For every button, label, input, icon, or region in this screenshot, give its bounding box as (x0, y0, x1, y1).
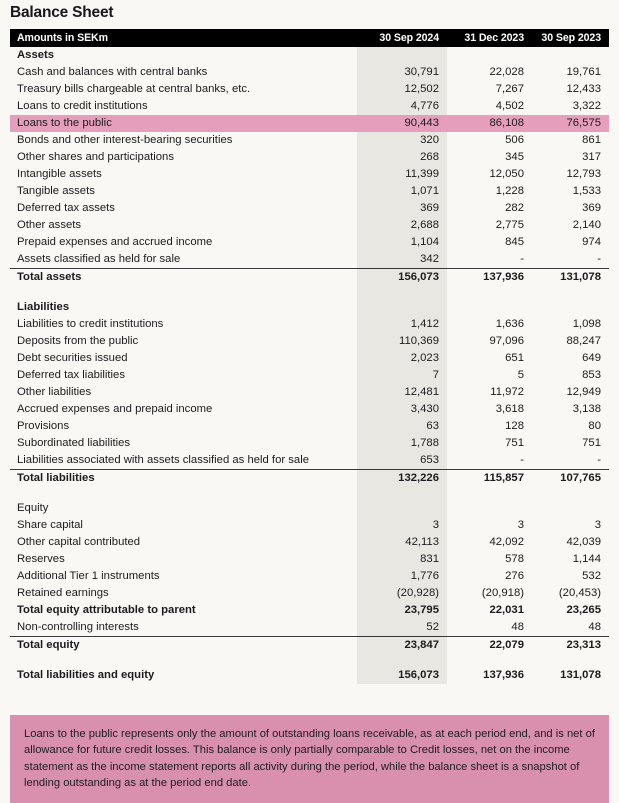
row-label: Share capital (17, 519, 83, 531)
row-label: Non-controlling interests (17, 621, 139, 633)
row-value-3: 80 (588, 420, 601, 432)
row-value-3: 369 (582, 202, 601, 214)
row-value-1: 132,226 (357, 470, 447, 488)
table-section-row (10, 47, 609, 64)
row-value-2: 22,079 (447, 637, 532, 655)
row-value-2: 651 (505, 352, 524, 364)
row-label: Other liabilities (17, 386, 92, 398)
row-value-1: 156,073 (357, 269, 447, 287)
table-row (10, 568, 609, 585)
table-row (10, 452, 609, 470)
row-value-2: 48 (511, 621, 524, 633)
row-value-2: 42,092 (489, 536, 524, 548)
row-value-2 (447, 47, 532, 64)
row-label: Tangible assets (17, 185, 95, 197)
row-value-2: 137,936 (483, 669, 524, 681)
table-row (10, 316, 609, 333)
row-value-3: 107,765 (532, 470, 609, 488)
row-label: Other assets (17, 219, 82, 231)
table-row (10, 418, 609, 435)
table-total-row (10, 667, 609, 684)
row-value-3: 131,078 (532, 269, 609, 287)
row-value-2: 7,267 (495, 83, 524, 95)
row-value-3: 317 (582, 151, 601, 163)
row-value-2: 1,636 (495, 318, 524, 330)
table-row (10, 251, 609, 269)
table-row (10, 367, 609, 384)
row-value-2: 97,096 (489, 335, 524, 347)
row-label: Other capital contributed (17, 536, 141, 548)
row-value-1: 1,412 (357, 316, 447, 333)
row-value-1: 4,776 (357, 98, 447, 115)
row-value-3: 42,039 (566, 536, 601, 548)
row-value-3: 853 (582, 369, 601, 381)
table-section-row (10, 299, 609, 316)
table-row (10, 200, 609, 217)
row-value-1: 156,073 (357, 667, 447, 684)
row-value-3: 12,793 (566, 168, 601, 180)
row-value-1: 12,502 (357, 81, 447, 98)
column-header-period-2: 31 Dec 2023 (447, 29, 532, 47)
row-value-1 (357, 299, 447, 316)
row-value-3 (532, 500, 609, 517)
column-header-period-3: 30 Sep 2023 (532, 29, 609, 47)
row-label: Assets (17, 49, 55, 61)
table-row (10, 132, 609, 149)
row-label: Retained earnings (17, 587, 109, 599)
table-row (10, 115, 609, 132)
row-value-1: 1,104 (357, 234, 447, 251)
row-label: Loans to the public (10, 115, 357, 132)
row-label: Reserves (17, 553, 65, 565)
table-row (10, 183, 609, 200)
row-label: Equity (17, 502, 49, 514)
table-row (10, 149, 609, 166)
table-total-row (10, 470, 609, 488)
table-total-row (10, 637, 609, 655)
row-value-3: (20,453) (558, 587, 601, 599)
row-value-3 (532, 286, 609, 299)
row-value-2: - (520, 454, 524, 466)
table-row (10, 64, 609, 81)
row-value-1: 23,847 (357, 637, 447, 655)
row-value-2 (447, 654, 532, 667)
row-label (10, 487, 357, 500)
row-label: Treasury bills chargeable at central banks, etc. (17, 83, 251, 95)
row-value-3 (532, 299, 609, 316)
row-value-2 (447, 500, 532, 517)
row-label: Total assets (10, 269, 357, 287)
row-label: Deposits from the public (17, 335, 139, 347)
row-value-2: 578 (505, 553, 524, 565)
row-value-3: 19,761 (566, 66, 601, 78)
row-label: Liabilities to credit institutions (17, 318, 164, 330)
table-row (10, 98, 609, 115)
row-value-1: 90,443 (357, 115, 447, 132)
row-value-1: 42,113 (357, 534, 447, 551)
row-value-1: 23,795 (357, 602, 447, 619)
footnote-box (10, 715, 609, 803)
row-value-1: 2,023 (357, 350, 447, 367)
row-value-3: 974 (582, 236, 601, 248)
table-spacer-row (10, 654, 609, 667)
row-value-2: 2,775 (495, 219, 524, 231)
row-value-2: 3 (517, 519, 524, 531)
row-value-2: 282 (505, 202, 524, 214)
row-value-2 (447, 286, 532, 299)
row-value-1: 110,369 (357, 333, 447, 350)
row-value-2: (20,918) (481, 587, 524, 599)
row-value-3: - (597, 253, 601, 265)
table-row (10, 401, 609, 418)
row-value-3 (532, 654, 609, 667)
row-label: Liabilities associated with assets classified as held for sale (17, 454, 309, 466)
row-label: Bonds and other interest-bearing securities (17, 134, 233, 146)
row-label (10, 286, 357, 299)
row-value-2: 137,936 (447, 269, 532, 287)
row-label: Liabilities (17, 301, 70, 313)
row-value-1: 1,788 (357, 435, 447, 452)
row-value-2: 4,502 (495, 100, 524, 112)
row-value-1: (20,928) (357, 585, 447, 602)
row-label: Assets classified as held for sale (17, 253, 181, 265)
table-total-row (10, 602, 609, 619)
page-title: Balance Sheet (10, 4, 114, 21)
row-value-1: 320 (357, 132, 447, 149)
row-value-1: 1,071 (357, 183, 447, 200)
table-spacer-row (10, 487, 609, 500)
row-label: Provisions (17, 420, 70, 432)
table-row (10, 517, 609, 534)
row-label: Deferred tax liabilities (17, 369, 125, 381)
row-value-1: 831 (357, 551, 447, 568)
table-body (10, 47, 609, 684)
row-value-2: 5 (517, 369, 524, 381)
row-value-1: 1,776 (357, 568, 447, 585)
row-value-1 (357, 286, 447, 299)
row-value-1 (357, 654, 447, 667)
row-value-3: 76,575 (532, 115, 609, 132)
row-value-2: 12,050 (489, 168, 524, 180)
row-label: Additional Tier 1 instruments (17, 570, 160, 582)
row-value-3: 751 (582, 437, 601, 449)
row-value-2: 1,228 (495, 185, 524, 197)
row-value-3: 88,247 (566, 335, 601, 347)
column-header-period-1: 30 Sep 2024 (357, 29, 447, 47)
row-value-1: 342 (357, 251, 447, 269)
row-value-2: 115,857 (447, 470, 532, 488)
row-value-1: 3 (357, 517, 447, 534)
row-value-1 (357, 47, 447, 64)
table-row (10, 534, 609, 551)
row-value-2 (447, 299, 532, 316)
table-row (10, 350, 609, 367)
balance-sheet-table (10, 29, 609, 684)
row-value-3: 649 (582, 352, 601, 364)
row-label: Intangible assets (17, 168, 102, 180)
row-label (10, 654, 357, 667)
row-label: Subordinated liabilities (17, 437, 131, 449)
row-value-2: 845 (505, 236, 524, 248)
row-label: Total liabilities (10, 470, 357, 488)
row-value-1: 2,688 (357, 217, 447, 234)
row-label: Prepaid expenses and accrued income (17, 236, 213, 248)
row-value-3: - (597, 454, 601, 466)
row-value-2: 3,618 (495, 403, 524, 415)
row-value-3: 2,140 (572, 219, 601, 231)
row-value-1 (357, 500, 447, 517)
row-label: Debt securities issued (17, 352, 128, 364)
row-value-3: 1,098 (572, 318, 601, 330)
row-value-1: 12,481 (357, 384, 447, 401)
row-label: Cash and balances with central banks (17, 66, 208, 78)
table-row (10, 619, 609, 637)
row-value-2: 751 (505, 437, 524, 449)
table-row (10, 81, 609, 98)
row-value-3: 3 (594, 519, 601, 531)
row-value-1: 63 (357, 418, 447, 435)
row-label: Total equity attributable to parent (17, 604, 196, 616)
row-label: Loans to credit institutions (17, 100, 148, 112)
footnote-text: Loans to the public represents only the amount of outstanding loans receivable, as at each period end, and is net of allowance for future credit losses. This balance is only partially comparable to Credit losses, net on the income statement as the income statement reports all activity during the period, while the balance sheet is a snapshot of lending outstanding as at the period end date. (24, 728, 595, 789)
row-value-1: 268 (357, 149, 447, 166)
column-header-label: Amounts in SEKm (10, 29, 357, 47)
row-value-3: 12,949 (566, 386, 601, 398)
row-label: Other shares and participations (17, 151, 174, 163)
row-value-2: 11,972 (490, 386, 524, 398)
row-value-3: 23,313 (532, 637, 609, 655)
row-value-2: 22,028 (489, 66, 524, 78)
row-value-2: 506 (505, 134, 524, 146)
row-value-3: 3,138 (572, 403, 601, 415)
row-value-1: 52 (357, 619, 447, 637)
row-label: Deferred tax assets (17, 202, 115, 214)
row-label: Total liabilities and equity (17, 669, 155, 681)
table-row (10, 217, 609, 234)
row-value-3: 861 (582, 134, 601, 146)
row-value-3: 532 (582, 570, 601, 582)
row-value-3 (532, 487, 609, 500)
table-spacer-row (10, 286, 609, 299)
row-value-3: 3,322 (572, 100, 601, 112)
table-row (10, 585, 609, 602)
table-row (10, 234, 609, 251)
row-value-1 (357, 487, 447, 500)
row-value-1: 369 (357, 200, 447, 217)
table-total-row (10, 269, 609, 287)
table-row (10, 435, 609, 452)
row-value-1: 7 (357, 367, 447, 384)
table-header-row (10, 29, 609, 47)
table-section-row (10, 500, 609, 517)
row-value-3: 1,144 (572, 553, 601, 565)
row-value-3 (532, 47, 609, 64)
row-value-2 (447, 487, 532, 500)
table-row (10, 333, 609, 350)
table-row (10, 384, 609, 401)
row-value-3: 12,433 (566, 83, 601, 95)
row-value-3: 1,533 (572, 185, 601, 197)
row-label: Accrued expenses and prepaid income (17, 403, 213, 415)
row-value-3: 23,265 (566, 604, 601, 616)
row-value-1: 30,791 (357, 64, 447, 81)
row-value-2: 128 (505, 420, 524, 432)
row-value-2: 276 (505, 570, 524, 582)
row-value-1: 653 (357, 452, 447, 470)
table-row (10, 551, 609, 568)
row-value-2: 345 (505, 151, 524, 163)
row-value-1: 3,430 (357, 401, 447, 418)
row-value-1: 11,399 (357, 166, 447, 183)
table-header (10, 29, 609, 47)
row-value-3: 131,078 (560, 669, 601, 681)
row-value-2: 86,108 (447, 115, 532, 132)
row-value-3: 48 (588, 621, 601, 633)
table-row (10, 166, 609, 183)
row-value-2: - (520, 253, 524, 265)
row-label: Total equity (10, 637, 357, 655)
row-value-2: 22,031 (489, 604, 524, 616)
